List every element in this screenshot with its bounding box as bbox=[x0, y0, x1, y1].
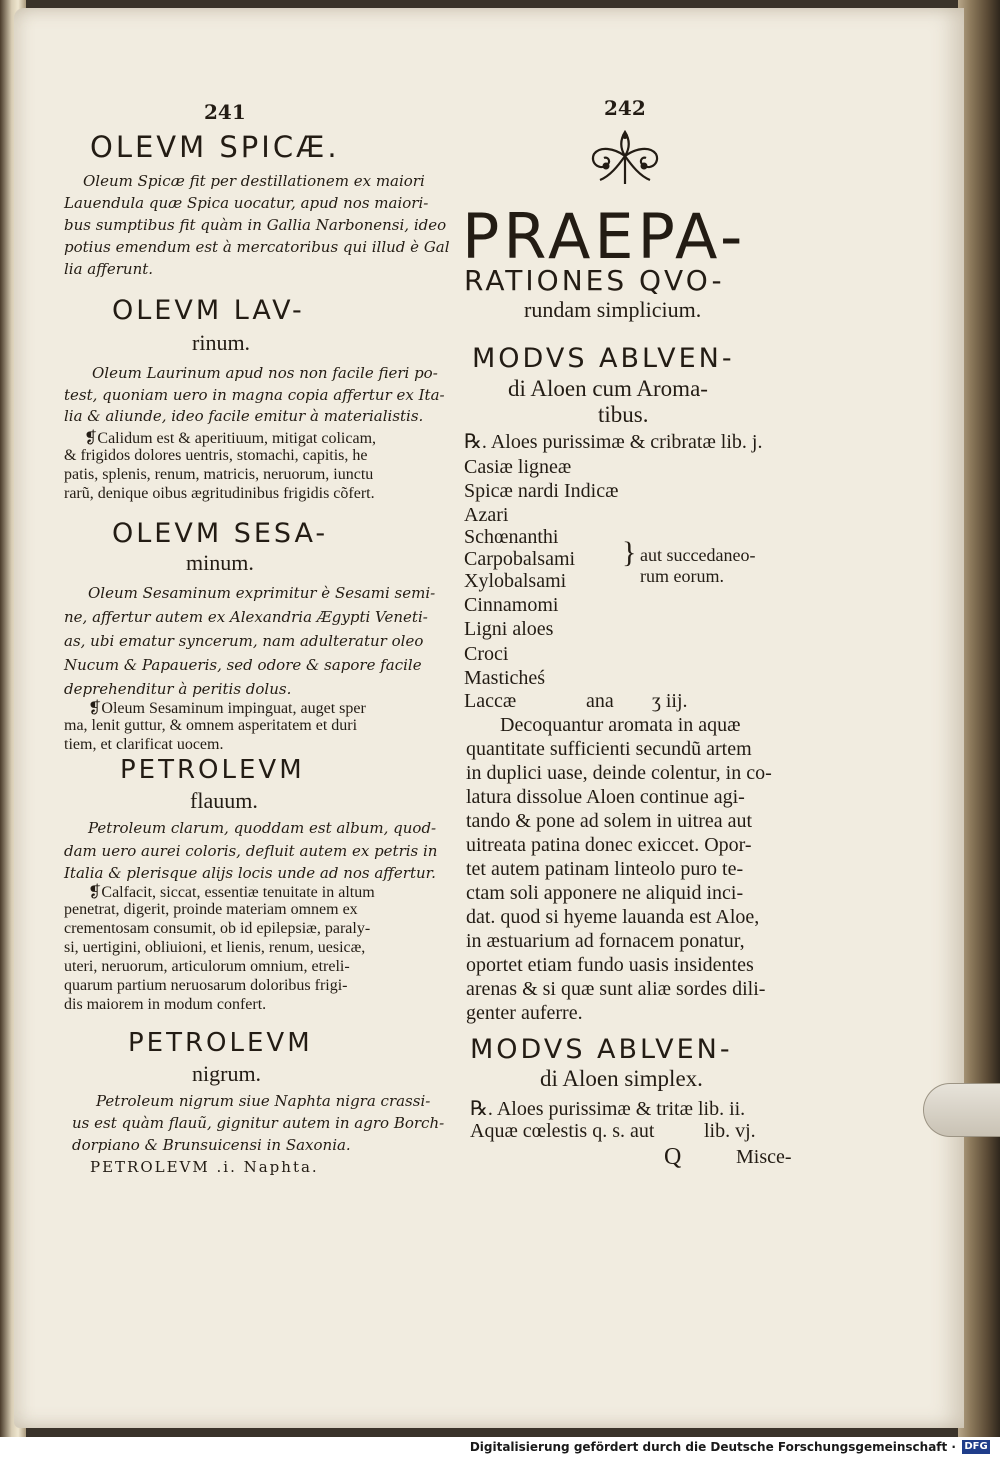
text-line: crementosam consumit, ob id epilepsiæ, paraly- bbox=[64, 920, 371, 937]
recipe-line: Aquæ cœlestis q. s. aut bbox=[470, 1120, 655, 1142]
ingredient: Croci bbox=[464, 643, 509, 665]
footer-bar bbox=[0, 1437, 1000, 1459]
section-title-oleum-laurinum: OLEVM LAV- bbox=[112, 295, 305, 326]
text-line: Petroleum clarum, quoddam est album, quod- bbox=[88, 819, 437, 837]
ingredient: Masticheś bbox=[464, 667, 546, 689]
text-line: tando & pone ad solem in uitrea aut bbox=[466, 810, 753, 832]
text-line: si, uertigini, obliuioni, et lienis, renum, uesicæ, bbox=[64, 939, 366, 956]
section-subtitle: flauum. bbox=[190, 788, 258, 813]
ingredient: Laccæ bbox=[464, 690, 517, 712]
section-title-petroleum-flauum: PETROLEVM bbox=[120, 755, 305, 785]
text-line: Decoquantur aromata in aquæ bbox=[500, 714, 741, 736]
text-line: test, quoniam uero in magna copia affertur ex Ita- bbox=[64, 386, 445, 404]
page-clip bbox=[923, 1083, 1000, 1137]
left-page-number: 241 bbox=[204, 100, 246, 124]
text-line: dis maiorem in modum confert. bbox=[64, 996, 267, 1013]
paragraph-mark-line: ❡Calidum est & aperitiuum, mitigat colicam, bbox=[84, 430, 377, 447]
text-line: arenas & si quæ sunt aliæ sordes dili- bbox=[466, 978, 766, 1000]
ana-label: ana bbox=[586, 690, 614, 712]
text-line: rarũ, denique oibus ægritudinibus frigidis cõfert. bbox=[64, 485, 375, 502]
section-title-petroleum-nigrum: PETROLEVM bbox=[128, 1028, 313, 1058]
recipe-title: MODVS ABLVEN- bbox=[470, 1034, 733, 1065]
text-line: oportet etiam fundo uasis insidentes bbox=[466, 954, 754, 976]
text-line: Italia & plerisque alijs locis unde ad nos affertur. bbox=[64, 864, 436, 882]
text-line: tiem, et clarificat uocem. bbox=[64, 736, 224, 753]
text-line: uitreata patina donec exiccet. Opor- bbox=[466, 834, 752, 856]
text-line: Lauendula quæ Spica uocatur, apud nos maiori- bbox=[64, 194, 429, 212]
dfg-logo: DFG bbox=[962, 1440, 990, 1454]
recipe-title: MODVS ABLVEN- bbox=[472, 343, 735, 374]
text-line: Oleum Sesaminum impinguat, auget sper bbox=[101, 700, 366, 717]
text-line: Oleum Sesaminum exprimitur è Sesami semi- bbox=[88, 584, 436, 602]
text-line: dam uero aurei coloris, defluit autem ex petris in bbox=[64, 842, 438, 860]
text-line: dat. quod si hyeme lauanda est Aloe, bbox=[466, 906, 760, 928]
ingredient: Cinnamomi bbox=[464, 594, 559, 616]
recipe-title-line2: di Aloen cum Aroma- bbox=[508, 376, 708, 401]
text-line: genter auferre. bbox=[466, 1002, 583, 1024]
chapter-heading: PRAEPA- bbox=[462, 200, 747, 273]
text-line: Petroleum nigrum siue Naphta nigra crassi- bbox=[96, 1092, 431, 1110]
catchword: Misce- bbox=[736, 1146, 792, 1168]
ingredient: Schœnanthi bbox=[464, 526, 559, 548]
chapter-heading-line3: rundam simplicium. bbox=[524, 297, 702, 322]
printer-ornament-icon bbox=[584, 126, 666, 188]
text-line: penetrat, digerit, proinde materiam omnem ex bbox=[64, 901, 358, 918]
section-title-oleum-spicae: OLEVM SPICÆ. bbox=[90, 130, 340, 164]
ingredient: Spicæ nardi Indicæ bbox=[464, 480, 619, 502]
text-line: Calfacit, siccat, essentiæ tenuitate in altum bbox=[101, 884, 375, 901]
text-line: Nucum & Papaueris, sed odore & sapore facile bbox=[64, 656, 422, 674]
recipe-line: ℞. Aloes purissimæ & cribratæ lib. j. bbox=[464, 431, 763, 453]
dose-label: ʒ iij. bbox=[652, 690, 688, 712]
text-line: deprehenditur à peritis dolus. bbox=[64, 680, 292, 698]
text-line: us est quàm flauũ, gignitur autem in agro Borch- bbox=[72, 1114, 445, 1132]
ingredient: Xylobalsami bbox=[464, 570, 567, 592]
recipe-line: lib. vj. bbox=[704, 1120, 756, 1142]
bracket-note: rum eorum. bbox=[640, 566, 724, 586]
text-line: potius emendum est à mercatoribus qui illud è Gal bbox=[64, 238, 450, 256]
ingredient: Ligni aloes bbox=[464, 618, 554, 640]
section-subtitle: rinum. bbox=[192, 330, 251, 355]
text-line: ctam soli apponere ne aliquid inci- bbox=[466, 882, 744, 904]
section-subtitle: minum. bbox=[186, 550, 254, 575]
brace-icon: } bbox=[622, 536, 637, 569]
text-line: lia & aliunde, ideo facile emitur à materialistis. bbox=[64, 407, 424, 425]
text-line: bus sumptibus fit quàm in Gallia Narbonensi, ideo bbox=[64, 216, 447, 234]
section-title-oleum-sesaminum: OLEVM SESA- bbox=[112, 518, 329, 549]
text-line: & frigidos dolores uentris, stomachi, capitis, he bbox=[64, 447, 368, 464]
recipe-title-line2: di Aloen simplex. bbox=[540, 1066, 703, 1091]
recipe-title-line3: tibus. bbox=[598, 402, 649, 427]
text-line: as, ubi ematur syncerum, nam adulteratur oleo bbox=[64, 632, 424, 650]
ingredient: Azari bbox=[464, 504, 509, 526]
text-line: dorpiano & Brunsuicensi in Saxonia. bbox=[72, 1136, 351, 1154]
text-line: in duplici uase, deinde colentur, in co- bbox=[466, 762, 772, 784]
text-line: Oleum Spicæ fit per destillationem ex maiori bbox=[83, 172, 425, 190]
section-subtitle: nigrum. bbox=[192, 1061, 262, 1086]
paragraph-mark-line: ❡Oleum Sesaminum impinguat, auget sper bbox=[88, 700, 366, 717]
paragraph-mark-line: ❡Calfacit, siccat, essentiæ tenuitate in altum bbox=[88, 884, 375, 901]
text-line: quarum partium neruosarum doloribus frigi- bbox=[64, 977, 348, 994]
text-line: ma, lenit guttur, & omnem asperitatem et duri bbox=[64, 717, 358, 734]
text-line: quantitate sufficienti secundũ artem bbox=[466, 738, 752, 760]
text-line: in æstuarium ad fornacem ponatur, bbox=[466, 930, 745, 952]
right-page-number: 242 bbox=[604, 96, 646, 120]
ingredient: Carpobalsami bbox=[464, 548, 576, 570]
text-line: latura dissolue Aloen continue agi- bbox=[466, 786, 745, 808]
bracket-note: aut succedaneo- bbox=[640, 545, 756, 565]
ingredient: Casiæ ligneæ bbox=[464, 456, 572, 478]
text-line: tet autem patinam linteolo puro te- bbox=[466, 858, 744, 880]
text-line: Oleum Laurinum apud nos non facile fieri po- bbox=[92, 364, 438, 382]
text-line: Calidum est & aperitiuum, mitigat colicam, bbox=[97, 430, 377, 447]
footer-credit: Digitalisierung gefördert durch die Deutsche Forschungsgemeinschaft · bbox=[469, 1440, 956, 1454]
catchword-line: PETROLEVM .i. Naphta. bbox=[90, 1158, 319, 1176]
text-line: patis, splenis, renum, matricis, neruorum, iunctu bbox=[64, 466, 374, 483]
text-line: uteri, neruorum, articulorum omnium, etreli- bbox=[64, 958, 350, 975]
recipe-line: ℞. Aloes purissimæ & tritæ lib. ii. bbox=[470, 1098, 746, 1120]
book-spine bbox=[958, 0, 1000, 1437]
text-line: lia afferunt. bbox=[64, 260, 154, 278]
chapter-heading-line2: RATIONES QVO- bbox=[464, 264, 725, 297]
text-line: ne, affertur autem ex Alexandria Ægypti Veneti- bbox=[64, 608, 428, 626]
signature-mark: Q bbox=[664, 1144, 682, 1170]
